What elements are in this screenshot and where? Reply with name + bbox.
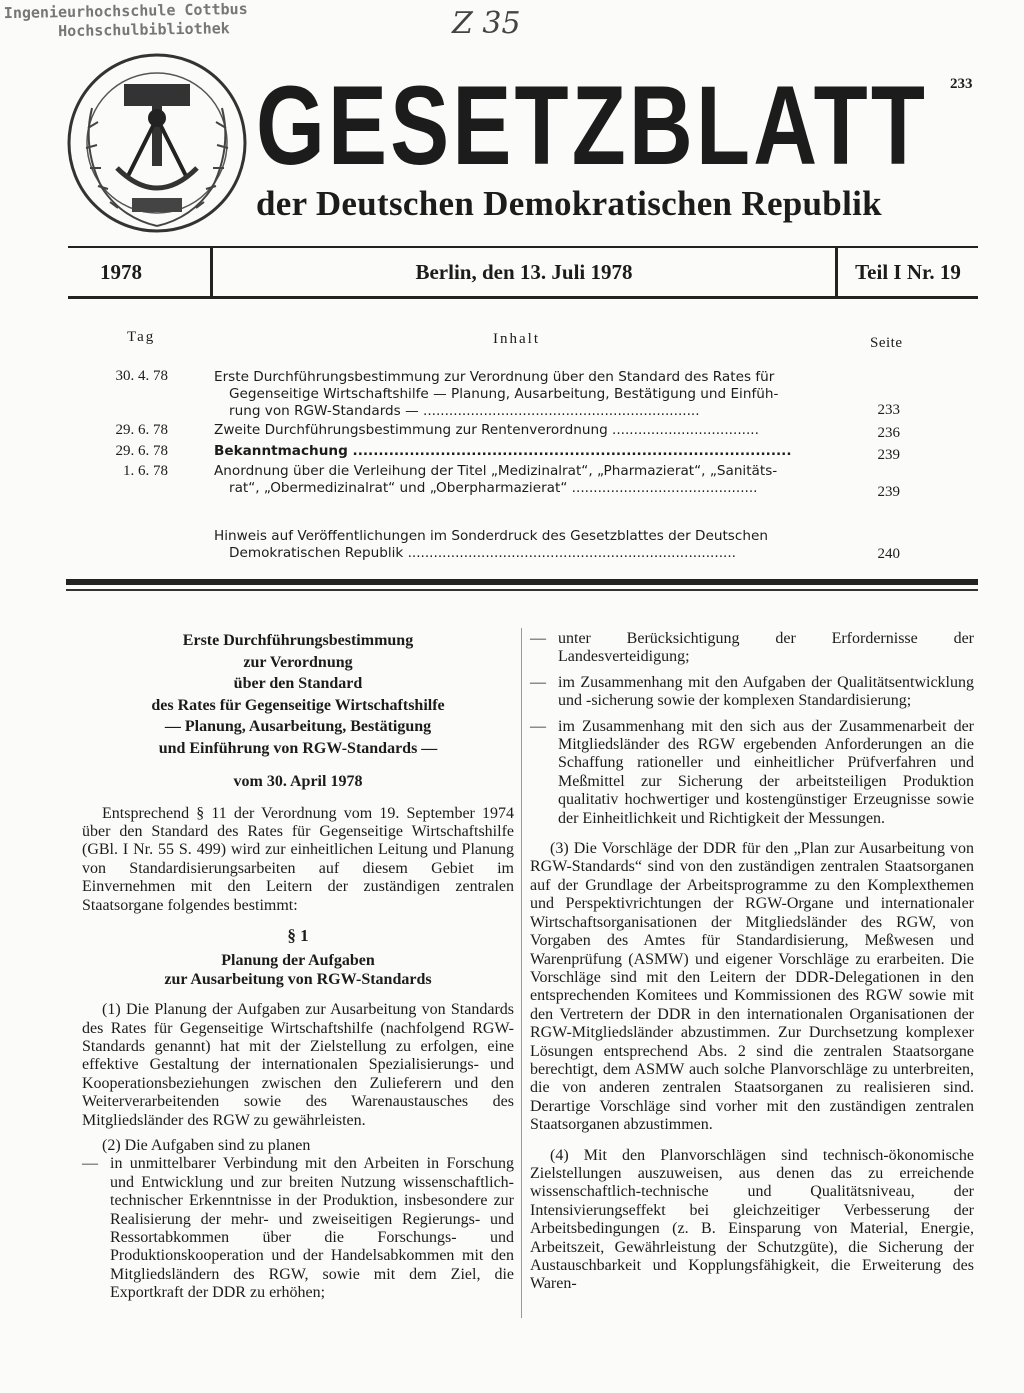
- list-item: [530, 718, 974, 828]
- toc-entry-page: 239: [877, 447, 900, 463]
- list-dash: —: [530, 630, 546, 647]
- toc-entry-page: 239: [877, 484, 900, 500]
- article-title-line: über den Standard: [233, 675, 363, 692]
- toc-entry-text: [214, 463, 834, 497]
- issue-place-date: Berlin, den 13. Juli 1978: [213, 248, 838, 296]
- list-item: [530, 630, 974, 667]
- section-number: § 1: [287, 925, 309, 945]
- toc-entry-text: [214, 369, 834, 420]
- list-item-text: in unmittelbarer Verbindung mit den Arbeiten in Forschung und Entwicklung und zur breiten Nutzung wissenschaftlich-technischer Erkenntnisse in der Produktion, insbesondere zur Realisierung der mehr- und zweiseitigen Regierungs- und Ressortabkommen über die Forschungs- und Produktionskooperation und der Handelsabkommen mit den Mitgliedsländern des RGW, sowie mit dem Ziel, die Exportkraft der DDR zu erhöhen;: [110, 1155, 514, 1302]
- toc-entry-date: 29. 6. 78: [115, 422, 168, 438]
- list-item: [82, 1155, 514, 1302]
- article-title-line: — Planung, Ausarbeitung, Bestätigung: [164, 718, 432, 735]
- paragraph-3: (3) Die Vorschläge der DDR für den „Plan zur Ausarbeitung von RGW-Standards“ sind von den zuständigen zentralen Staatsorganen auf der Grundlage der Arbeitsprogramme zu den Komplexthemen und Perspektivrichtungen der RGW-Organe und internationaler Wirtschaftsorganisationen der Mitgliedsländer des RGW, von Vorgaben des Amtes für Standardisierung, Meßwesen und Warenprüfung (ASMW) und eigener Vorschläge zu erarbeiten. Die Vorschläge sind mit den Leitern der DDR-Delegationen in den entsprechenden Komitees und Kommissionen des RGW sowie mit den Vertretern der DDR in den internationalen Organisationen der RGW-Mitgliedsländer abzustimmen. Zur Durchsetzung komplexer Lösungen entsprechend Abs. 2 sind die zentralen Staatsorgane berechtigt, dem ASMW auch solche Planvorschläge zu unterbreiten, die von anderen zentralen Staatsorganen zu realisieren sind. Derartige Vorschläge sind vorher mit den zuständigen zentralen Staatsorganen abzustimmen.: [530, 840, 974, 1134]
- masthead-title: GESETZBLATT: [256, 63, 929, 188]
- article-title-line: zur Verordnung: [243, 653, 353, 671]
- toc-note-line: Hinweis auf Veröffentlichungen im Sonderdruck des Gesetzblattes der Deutschen: [214, 528, 768, 544]
- toc-entry-text: Zweite Durchführungsbestimmung zur Rentenverordnung ..................................: [214, 422, 759, 438]
- toc-entry-date: 1. 6. 78: [123, 463, 168, 479]
- toc-header-day: Tag: [127, 329, 156, 345]
- library-stamp: [4, 0, 248, 42]
- stamp-line-institution: Ingenieurhochschule Cottbus: [3, 0, 248, 23]
- toc-note-page: 240: [877, 546, 900, 562]
- toc-entry-date: 30. 4. 78: [115, 368, 168, 384]
- article-column-right: [530, 630, 974, 1294]
- toc-note-text: [214, 528, 834, 562]
- state-emblem-icon: [62, 48, 252, 238]
- issue-bar: [68, 246, 978, 299]
- page-number: 233: [950, 76, 973, 92]
- issue-part-number: Teil I Nr. 19: [855, 259, 961, 284]
- toc-entry-page: 236: [877, 425, 900, 441]
- article-preamble: Entsprechend § 11 der Verordnung vom 19. September 1974 über den Standard des Rates für Gegenseitige Wirtschaftshilfe (GBl. I Nr. 55 S. 499) wird zur einheitlichen Leitung und Planung von Standardisierungsarbeiten auf diesem Gebiet im Einvernehmen mit den Leitern der zuständigen zentralen Staatsorgane folgendes bestimmt:: [82, 804, 514, 914]
- article-date: vom 30. April 1978: [233, 773, 363, 790]
- section-divider: [66, 579, 978, 585]
- issue-year: 1978: [68, 248, 213, 296]
- toc-entry-line: rat“, „Obermedizinalrat“ und „Oberpharmazierat“ ...........................................: [229, 480, 758, 496]
- toc-entry-line: Anordnung über die Verleihung der Titel „Medizinalrat“, „Pharmazierat“, „Sanitäts-: [214, 463, 778, 479]
- list-dash: —: [530, 717, 546, 735]
- section-divider-thin: [66, 589, 978, 591]
- toc-header-page: Seite: [870, 335, 903, 351]
- stamp-line-library: Hochschulbibliothek: [58, 19, 230, 41]
- toc-entry-line: Erste Durchführungsbestimmung zur Verordnung über den Standard des Rates für: [214, 369, 775, 385]
- paragraph-4: (4) Mit den Planvorschlägen sind technisch-ökonomische Zielstellungen auszuweisen, aus denen das zu erreichende wissenschaftlich-technische und Qualitätsniveau, der Intensivierungseffekt bei gleichzeitiger Verbesserung der Arbeitsbedingungen (z. B. Einsparung von Material, Energie, Arbeitszeit, Gewährleistung der Schutzgüte), die Sicherung der Austauschbarkeit und Kopplungsfähigkeit, die Erweiterung des Waren-: [530, 1146, 974, 1293]
- list-item: [530, 674, 974, 711]
- section-title: zur Ausarbeitung von RGW-Standards: [164, 970, 432, 988]
- paragraph-1: (1) Die Planung der Aufgaben zur Ausarbeitung von Standards des Rates für Gegenseitige Wirtschaftshilfe (nachfolgend RGW-Standards genannt) hat mit der Zielstellung zu erfolgen, eine effektive Gestaltung der internationalen Spezialisierungs- und Kooperationsbeziehungen zwischen den Zulieferern und den Weiterverarbeitenden sowie des Warenaustausches des Mitgliedsländer des RGW zu gewährleisten.: [82, 1001, 514, 1129]
- toc-entry-page: 233: [877, 402, 900, 418]
- handwritten-shelfmark: Z 35: [452, 6, 521, 41]
- section-title: Planung der Aufgaben: [221, 952, 375, 970]
- article-title-line: des Rates für Gegenseitige Wirtschaftshilfe: [151, 696, 445, 714]
- article-title: [82, 630, 514, 759]
- article-column-left: [82, 630, 514, 1303]
- toc-entry-date: 29. 6. 78: [115, 443, 168, 459]
- toc-entry-line: rung von RGW-Standards — ................................................................: [229, 403, 700, 419]
- toc-entry-text: Bekanntmachung .....................................................................................: [214, 443, 792, 459]
- column-divider: [521, 628, 522, 1318]
- list-item-text: unter Berücksichtigung der Erfordernisse der Landesverteidigung;: [558, 630, 974, 666]
- paragraph-2-intro: (2) Die Aufgaben sind zu planen: [102, 1137, 311, 1154]
- article-title-line: und Einführung von RGW-Standards —: [158, 739, 438, 757]
- list-dash: —: [530, 673, 546, 691]
- toc-header-content: Inhalt: [493, 331, 540, 347]
- list-item-text: im Zusammenhang mit den Aufgaben der Qualitätsentwicklung und -sicherung sowie der komplexen Standardisierung;: [558, 673, 974, 710]
- masthead-subtitle: der Deutschen Demokratischen Republik: [256, 184, 882, 223]
- toc-entry-line: Gegenseitige Wirtschaftshilfe — Planung, Ausarbeitung, Bestätigung und Einfüh-: [229, 386, 779, 402]
- toc-note-line: Demokratischen Republik ............................................................................: [229, 545, 736, 561]
- list-dash: —: [82, 1155, 98, 1173]
- article-title-line: Erste Durchführungsbestimmung: [182, 632, 414, 649]
- list-item-text: im Zusammenhang mit den sich aus der Zusammenarbeit der Mitgliedsländer des RGW ergebenden Anforderungen an die Schaffung rationeller und einheitlicher Prüfverfahren und Meßmittel zur Sicherung der arbeitsteiligen Produktion qualitativ hochwertiger und kostengünstiger Erzeugnisse sowie der Einheitlichkeit und Richtigkeit der Messungen.: [558, 717, 974, 827]
